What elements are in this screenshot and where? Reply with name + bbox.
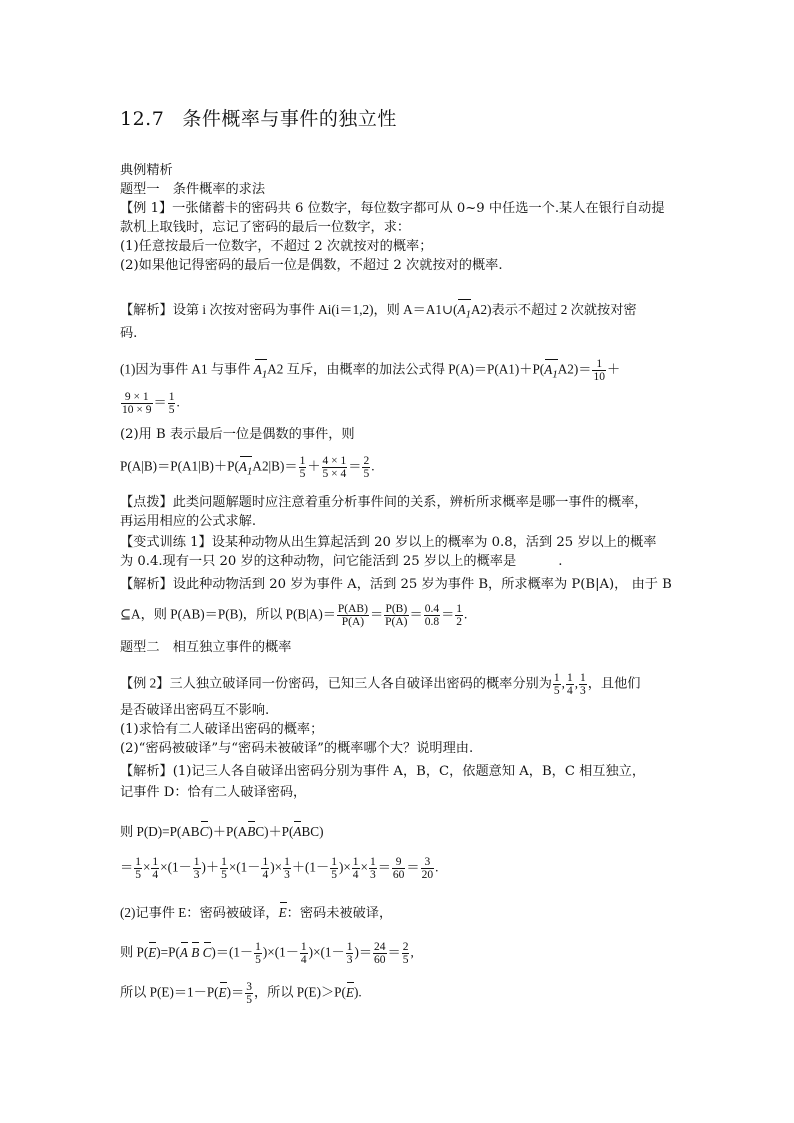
solution-2-line-1: 【解析】(1)记三人各自破译出密码分别为事件 A，B，C，依题意知 A，B，C 相互独立，: [120, 764, 646, 779]
example-1-line-1: 【例 1】一张储蓄卡的密码共 6 位数字，每位数字都可从 0~9 中任选一个.某人在银行自动提: [120, 201, 665, 216]
fraction: $\frac{2}{5}$: [363, 455, 370, 480]
fraction: $\frac{P(AB)}{P(A)}$: [337, 603, 368, 628]
topic-heading-1: 题型一 条件概率的求法: [120, 182, 266, 197]
example-2-line-2: 是否破译出密码互不影响.: [120, 703, 270, 718]
fraction: $\frac{1}{2}$: [456, 603, 462, 628]
example-1-question-1: (1)任意按最后一位数字，不超过 2 次就按对的概率；: [120, 239, 433, 254]
solution-2-pd: 则 P(D)=P(ABC)＋P(ABC)＋P(ABC): [120, 821, 323, 841]
fraction: $\frac{0.4}{0.8}$: [424, 603, 440, 628]
solution-1-part-1-cont: $\frac{9 \times 1}{10 \times 9}$ ＝ $\frac{1}{5}$ .: [122, 391, 180, 416]
section-heading: 典例精析: [120, 163, 173, 178]
tip-line-1: 【点拨】此类问题解题时应注意着重分析事件间的关系，辨析所求概率是哪一事件的概率，: [120, 495, 648, 510]
solution-2-part-2: (2)记事件 E：密码被破译，E：密码未被破译，: [120, 902, 392, 922]
page-title: [120, 104, 397, 131]
solution-2-line-2: 记事件 D：恰有二人破译密码，: [120, 785, 307, 800]
fraction: $\frac{1}{3}$: [579, 672, 586, 697]
example-2-question-2: (2)“密码被破译”与“密码未被破译”的概率哪个大？说明理由.: [120, 741, 474, 756]
solution-1-line-1: 【解析】设第 i 次按对密码为事件 Ai(i＝1,2)，则 $A=A1\cup(A_1A2)$表示不超过 2 次就按对密: [120, 299, 637, 324]
fraction: $\frac{1}{4}$: [566, 672, 573, 697]
section-number: 12.7: [120, 108, 165, 130]
fraction: $\frac{4 \times 1}{5 \times 4}$: [322, 455, 347, 480]
fraction: $\frac{P(B)}{P(A)}$: [385, 603, 408, 628]
tip-line-2: 再运用相应的公式求解.: [120, 514, 257, 529]
solution-1-line-2: 码.: [120, 326, 138, 341]
solution-2-final: 所以 P(E)＝1－P(E)＝ $\frac{3}{5}$ ，所以 P(E)＞P(E).: [120, 981, 362, 1006]
solution-2-pe: 则 P(E)=P(A B C)＝(1－ $\frac{1}{5}$ )×(1－ $\frac{1}{4}$ )×(1－ $\frac{1}{3}$ )＝ $\frac{24}{60}$ ＝ $\frac{2}{5}$ ,: [120, 941, 414, 966]
solution-2-calc: ＝ $\frac{1}{5}$ × $\frac{1}{4}$ ×(1－ $\frac{1}{3}$ )＋ $\frac{1}{5}$ ×(1－ $\frac{1}{4}$ )× $\frac{1}{3}$ ＋(1－ $\frac{1}{5}$ )× $\frac{1}{4}$ × $\frac{1}{3}$ ＝ $\frac{9}{60}$ ＝ $\frac{3}{20}$ .: [120, 856, 439, 881]
example-2-question-1: (1)求恰有二人破译出密码的概率；: [120, 722, 324, 737]
variant-1-solution-line-2: ⊆A，则 P(AB)＝P(B)，所以 P(B|A)＝ $\frac{P(AB)}{P(A)}$ ＝ $\frac{P(B)}{P(A)}$ ＝ $\frac{0.4}{0.8}$ ＝ $\frac{1}{2}$ .: [120, 603, 468, 628]
solution-1-part-2: (2)用 B 表示最后一位是偶数的事件，则: [120, 427, 355, 442]
example-1-question-2: (2)如果他记得密码的最后一位是偶数，不超过 2 次就按对的概率.: [120, 258, 503, 273]
fraction: $\frac{9 \times 1}{10 \times 9}$: [122, 391, 152, 416]
fraction: $\frac{1}{10}$: [593, 358, 605, 383]
variant-1-line-1: 【变式训练 1】设某种动物从出生算起活到 20 岁以上的概率为 0.8，活到 25 岁以上的概率: [120, 535, 657, 550]
topic-heading-2: 题型二 相互独立事件的概率: [120, 640, 292, 655]
solution-1-part-1: (1)因为事件 A1 与事件 $A_1A2$ 互斥，由概率的加法公式得 $P(A)=P(A1)+P(A_1A2)=$ $\frac{1}{10}$ ＋: [120, 358, 621, 383]
fraction: $\frac{1}{5}$: [168, 391, 175, 416]
variant-1-line-2: 为 0.4.现有一只 20 岁的这种动物，问它能活到 25 岁以上的概率是 .: [120, 554, 563, 569]
fraction: $\frac{1}{5}$: [299, 455, 306, 480]
example-2-line-1: 【例 2】三人独立破译同一份密码，已知三人各自破译出密码的概率分别为 $\frac{1}{5}$ , $\frac{1}{4}$ , $\frac{1}{3}$ ，且他们: [120, 672, 641, 697]
variant-1-solution-line-1: 【解析】设此种动物活到 20 岁为事件 A，活到 25 岁为事件 B，所求概率为 P(B|A)， 由于 B: [120, 577, 672, 592]
example-1-line-2: 款机上取钱时，忘记了密码的最后一位数字，求：: [120, 220, 411, 235]
section-title: 条件概率与事件的独立性: [182, 108, 397, 130]
fraction: $\frac{1}{5}$: [553, 672, 560, 697]
solution-1-part-2-calc: $P(A|B)=P(A1|B)+P(A_1A2|B)=$ $\frac{1}{5}$ ＋ $\frac{4 \times 1}{5 \times 4}$ ＝ $\frac{2}{5}$ .: [120, 455, 375, 480]
complement-a1: $A_1$: [457, 299, 471, 324]
